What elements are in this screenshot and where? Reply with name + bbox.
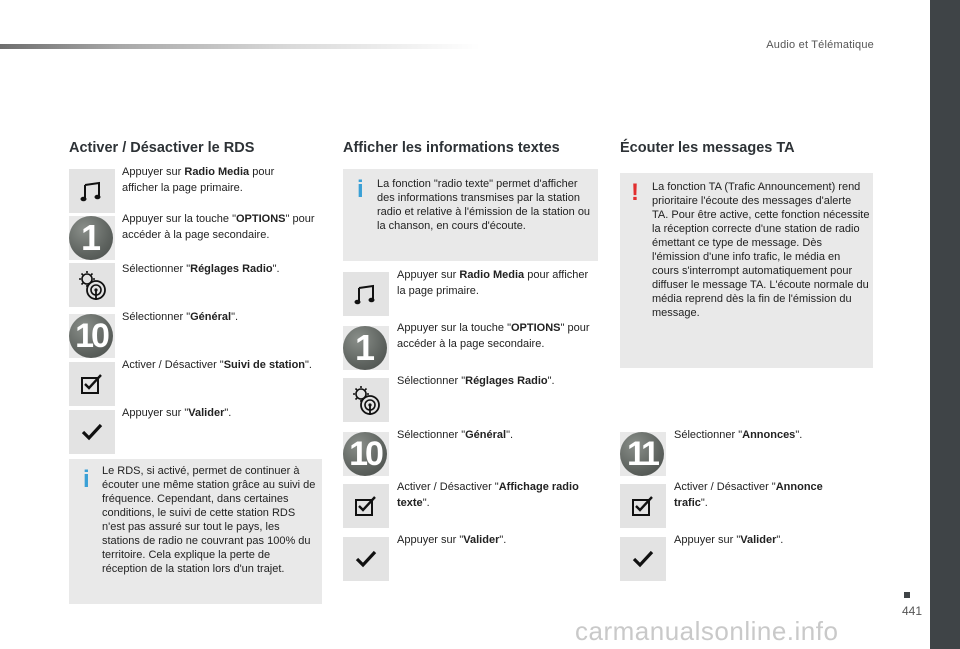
info-note-rds: i Le RDS, si activé, permet de continuer à écouter une même station grâce au suivi de fréquence. Cependant, dans certaines conditions, le suivi de cette station RDS n'est pas assuré sur tout le pays, les stations de radio ne couvrant pas 100% du territoire. Cela explique la perte de réception de la station lors d'un trajet. xyxy=(69,459,322,604)
checkbox-icon xyxy=(620,484,666,528)
step-number-1: 1 xyxy=(69,216,115,260)
step-valider: Appuyer sur "Valider". xyxy=(397,534,507,546)
info-icon: i xyxy=(357,176,364,203)
step-valider: Appuyer sur "Valider". xyxy=(122,407,232,419)
info-icon: i xyxy=(83,466,90,493)
section-title: Audio et Télématique xyxy=(766,39,874,51)
chapter-sidebar xyxy=(930,0,960,649)
heading-radio-text: Afficher les informations textes xyxy=(343,140,560,156)
warning-note-ta: ! La fonction TA (Trafic Announcement) rend prioritaire l'écoute des messages d'alerte TA. Pour être active, cette fonction nécessite la réception correcte d'une station de radio émettant ce type de message. Dès l'émission d'une info trafic, le média en cours s'interrompt automatiquement pour diffuser le message TA. L'écoute normale du média reprend dès la fin de l'émission du message. xyxy=(620,173,873,368)
step-annonce-trafic: Activer / Désactiver "Annonce trafic". xyxy=(674,481,823,509)
checkbox-icon xyxy=(343,484,389,528)
settings-radio-icon xyxy=(69,263,115,307)
checkbox-icon xyxy=(69,362,115,406)
heading-ta: Écouter les messages TA xyxy=(620,140,795,156)
step-reglages-radio: Sélectionner "Réglages Radio". xyxy=(397,375,555,387)
checkmark-icon xyxy=(69,410,115,454)
page-number: 441 xyxy=(901,604,922,618)
step-general: Sélectionner "Général". xyxy=(397,429,514,441)
watermark: carmanualsonline.info xyxy=(575,616,839,646)
step-number-10: 10 xyxy=(69,314,115,358)
step-valider: Appuyer sur "Valider". xyxy=(674,534,784,546)
step-reglages-radio: Sélectionner "Réglages Radio". xyxy=(122,263,280,275)
checkmark-icon xyxy=(343,537,389,581)
page-marker xyxy=(904,592,910,598)
step-number-11: 11 xyxy=(620,432,666,476)
checkmark-icon xyxy=(620,537,666,581)
music-note-icon xyxy=(343,272,389,316)
step-options: Appuyer sur la touche "OPTIONS" pour accéder à la page secondaire. xyxy=(122,213,315,241)
info-note-radio-text: i La fonction "radio texte" permet d'afficher des informations transmises par la station radio et relative à l'émission de la station ou la chanson, en cours d'écoute. xyxy=(343,169,598,261)
step-affichage-radio-texte: Activer / Désactiver "Affichage radio texte". xyxy=(397,481,579,509)
settings-radio-icon xyxy=(343,378,389,422)
header-gradient-bar xyxy=(0,44,480,49)
music-note-icon xyxy=(69,169,115,213)
step-options: Appuyer sur la touche "OPTIONS" pour accéder à la page secondaire. xyxy=(397,322,590,350)
step-number-1: 1 xyxy=(343,326,389,370)
step-radio-media: Appuyer sur Radio Media pour afficher la page primaire. xyxy=(397,269,589,297)
heading-rds: Activer / Désactiver le RDS xyxy=(69,140,255,156)
step-suivi-station: Activer / Désactiver "Suivi de station". xyxy=(122,359,312,371)
step-number-10: 10 xyxy=(343,432,389,476)
step-general: Sélectionner "Général". xyxy=(122,311,239,323)
step-annonces: Sélectionner "Annonces". xyxy=(674,429,803,441)
step-radio-media: Appuyer sur Radio Media pour afficher la page primaire. xyxy=(122,166,275,194)
warning-icon: ! xyxy=(631,179,639,206)
